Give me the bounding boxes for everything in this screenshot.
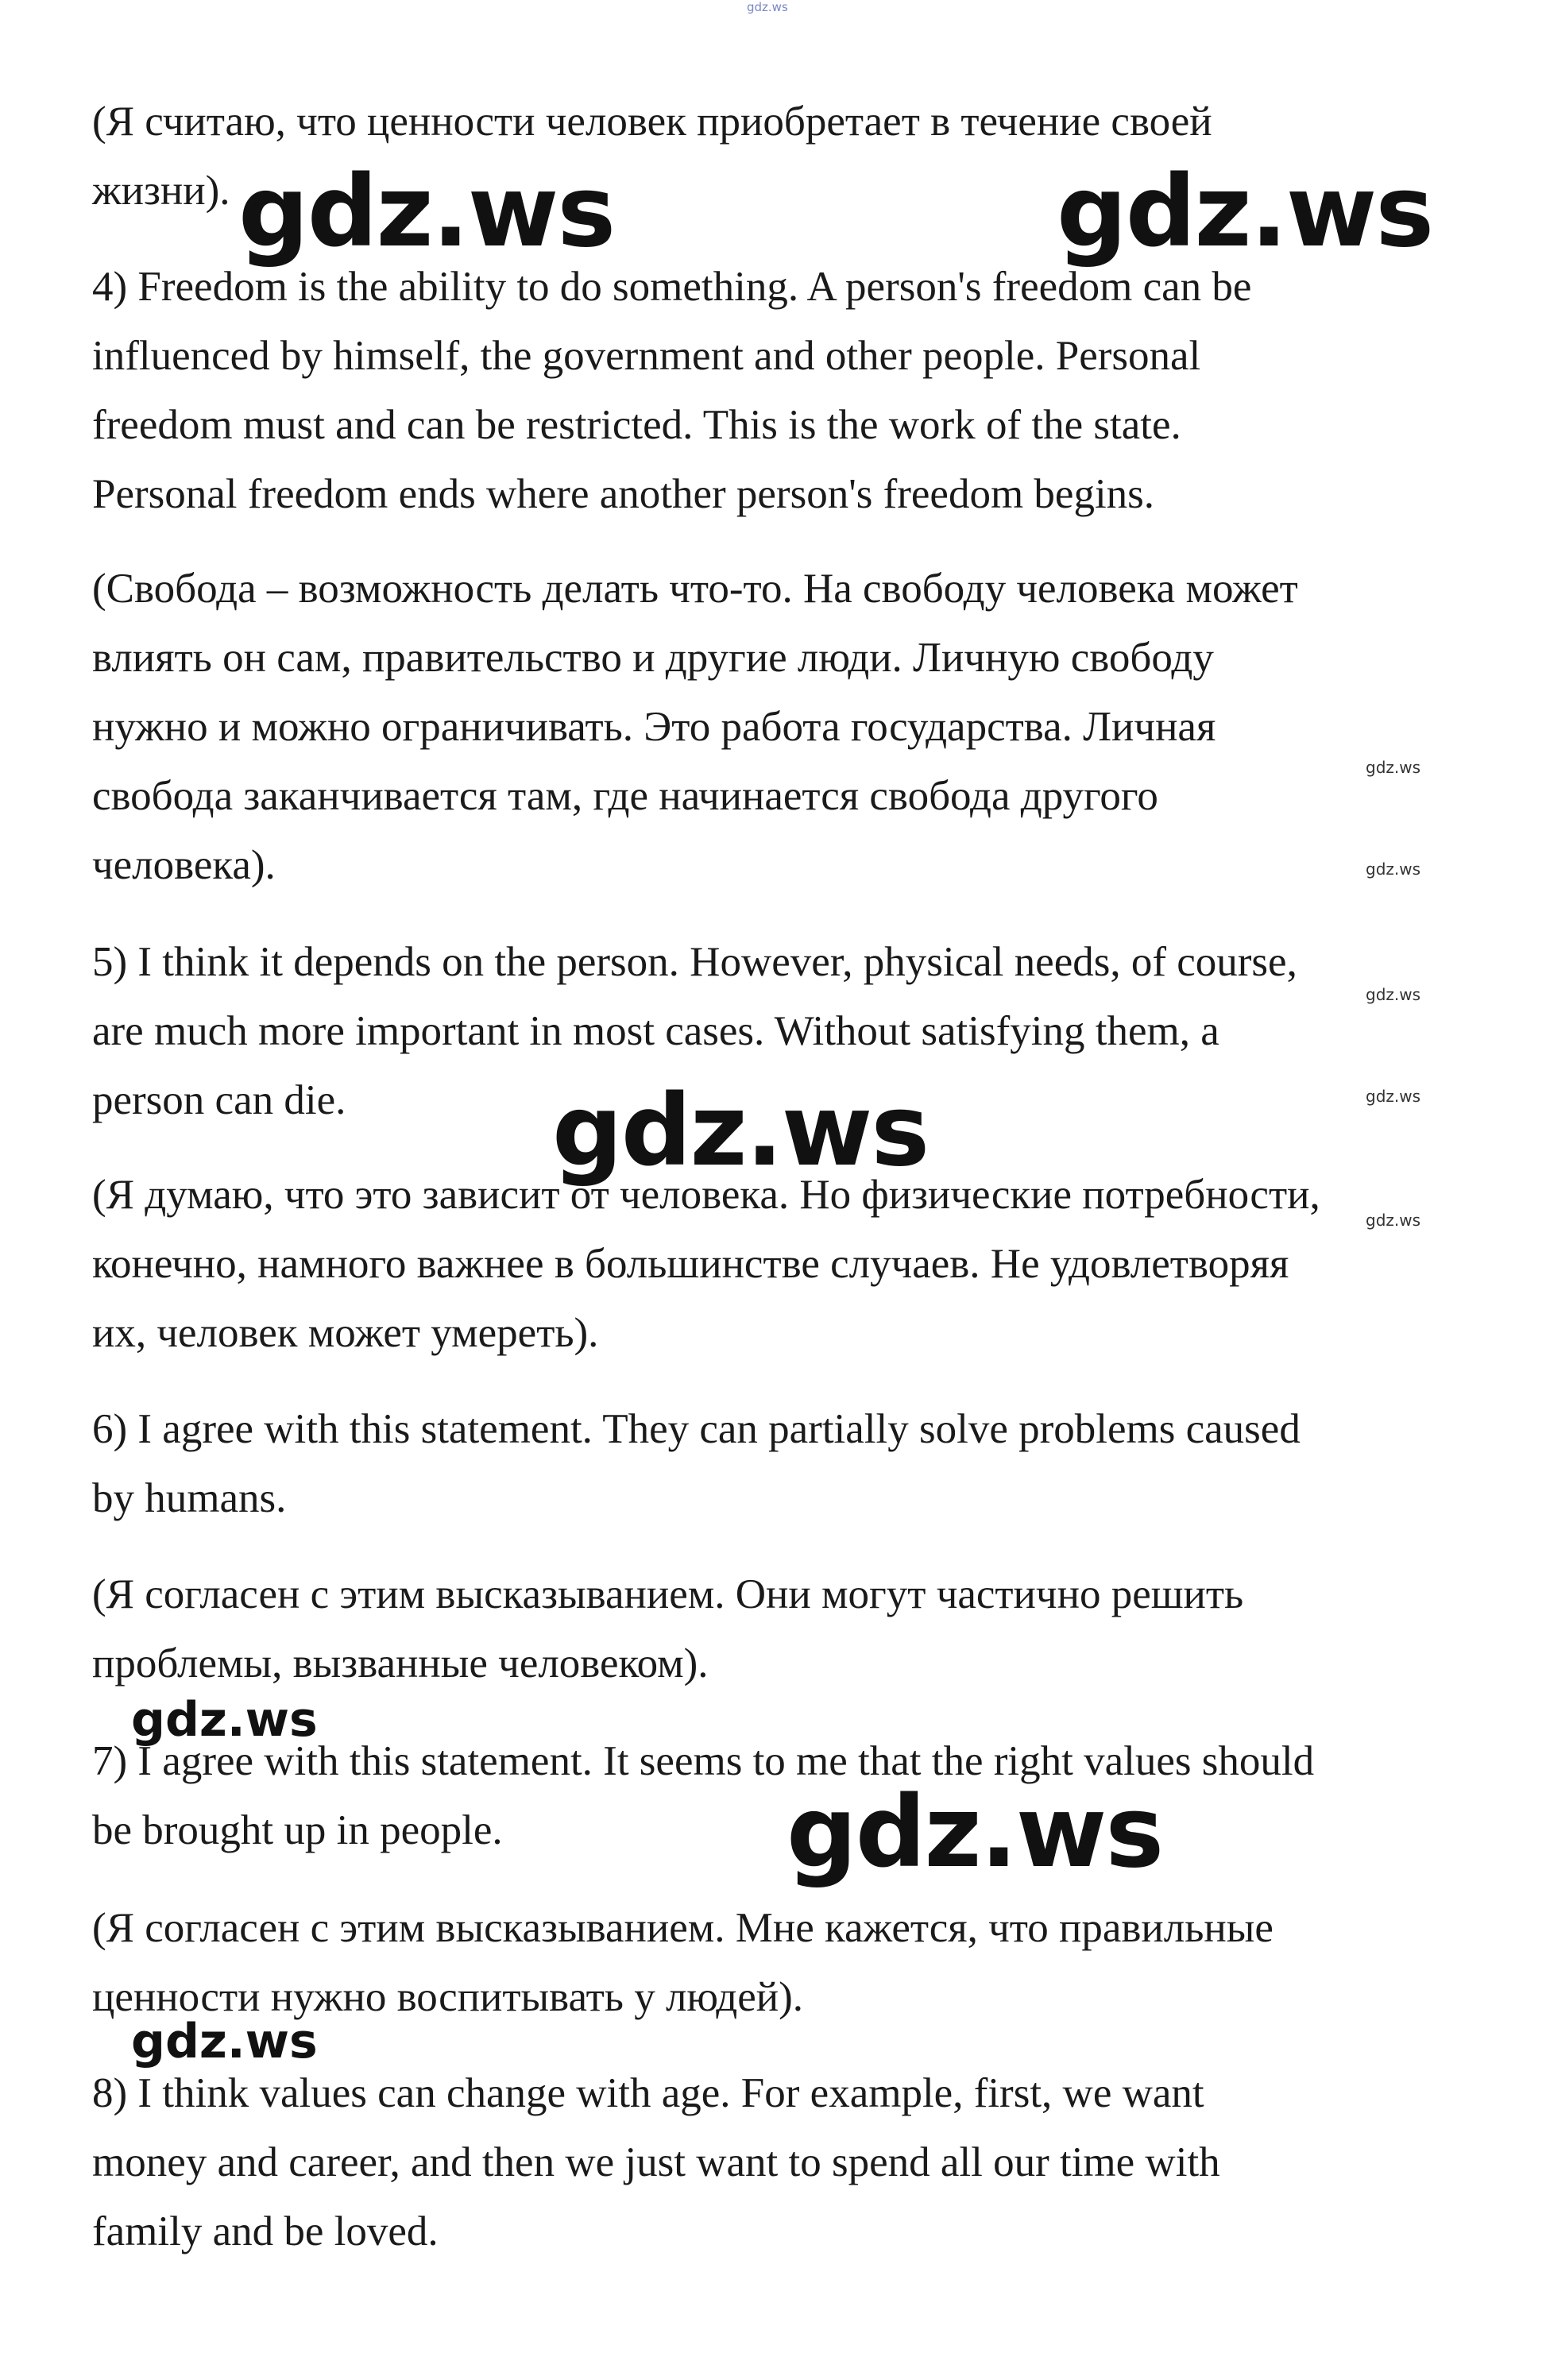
watermark-small: gdz.ws [1366,758,1421,777]
watermark-small: gdz.ws [1366,1087,1421,1106]
watermark-large: gdz.ws [552,1074,929,1188]
watermark-medium: gdz.ws [131,2014,318,2069]
paragraph-4: 5) I think it depends on the person. However, physical needs, of course, are much more important in most cases. Without satisfying them, a person can die. [92,939,1297,1123]
paragraph-6: 6) I agree with this statement. They can partially solve problems caused by humans. [92,1406,1301,1521]
watermark-large: gdz.ws [1057,155,1433,269]
watermark-large: gdz.ws [238,155,615,269]
watermark-top: gdz.ws [747,0,788,14]
watermark-small: gdz.ws [1366,860,1421,879]
paragraph-9: (Я согласен с этим высказыванием. Мне кажется, что правильные ценности нужно воспитывать у людей). [92,1905,1274,2020]
paragraph-3: (Свобода – возможность делать что-то. На свободу человека может влиять он сам, правительство и другие люди. Личную свободу нужно и можно ограничивать. Это работа государства. Личная свобода заканчивается там, где начинается свобода другого человека). [92,566,1298,888]
watermark-small: gdz.ws [1366,1211,1421,1230]
watermark-medium: gdz.ws [131,1692,318,1748]
watermark-large: gdz.ws [787,1775,1163,1890]
paragraph-10: 8) I think values can change with age. For example, first, we want money and career, and then we just want to spend all our time with family and be loved. [92,2070,1220,2254]
paragraph-5: (Я думаю, что это зависит от человека. Но физические потребности, конечно, намного важнее в большинстве случаев. Не удовлетворяя их, человек может умереть). [92,1172,1320,1356]
paragraph-8: 7) I agree with this statement. It seems to me that the right values should be brought up in people. [92,1738,1315,1853]
watermark-small: gdz.ws [1366,985,1421,1004]
paragraph-2: 4) Freedom is the ability to do something. A person's freedom can be influenced by himself, the government and other people. Personal freedom must and can be restricted. This is the work of the state. Personal freedom ends where another person's freedom begins. [92,264,1252,517]
paragraph-1: (Я считаю, что ценности человек приобретает в течение своей жизни). [92,99,1212,214]
paragraph-7: (Я согласен с этим высказыванием. Они могут частично решить проблемы, вызванные человеком). [92,1571,1244,1686]
